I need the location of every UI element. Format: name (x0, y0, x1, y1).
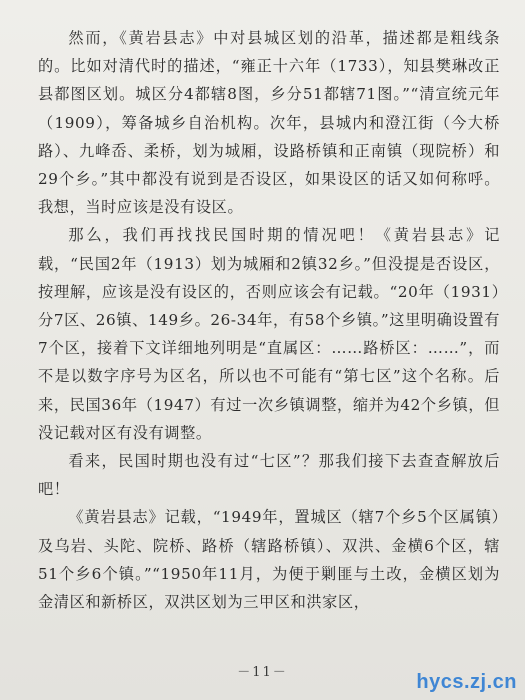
page-number: －11－ (237, 665, 288, 680)
body-text (38, 24, 500, 616)
paragraph-1: 然而，《黄岩县志》中对县城区划的沿革，描述都是粗线条的。比如对清代时的描述，“雍正十六年（1733），知县樊琳改正县都图区划。城区分4都辖8图，乡分51都辖71图。”“清宣统元年（1909），筹备城乡自治机构。次年，县城内和澄江街（今大桥路）、九峰岙、柔桥，划为城厢，设路桥镇和正南镇（现院桥）和29个乡。”其中都没有说到是否设区，如果设区的话又如何称呼。我想，当时应该是没有设区。 (38, 29, 500, 217)
paragraph-2: 那么，我们再找找民国时期的情况吧！《黄岩县志》记载，“民国2年（1913）划为城厢和2镇32乡。”但没提是否设区，按理解，应该是没有设区的，否则应该会有记载。“20年（1931）分7区、26镇、149乡。26-34年，有58个乡镇。”这里明确设置有7个区，接着下文详细地列明是“直属区：……路桥区：……”，而不是以数字序号为区名，所以也不可能有“第七区”这个名称。后来，民国36年（1947）有过一次乡镇调整，缩并为42个乡镇，但没记载对区有没有调整。 (38, 226, 500, 442)
paragraph-4: 《黄岩县志》记载，“1949年，置城区（辖7个乡5个区属镇）及乌岩、头陀、院桥、路桥（辖路桥镇）、双洪、金横6个区，辖51个乡6个镇。”“1950年11月，为便于剿匪与土改，金横区划为金清区和新桥区，双洪区划为三甲区和洪家区， (38, 508, 500, 612)
site-watermark: hycs.zj.cn (416, 671, 517, 693)
paragraph-3: 看来，民国时期也没有过“七区”？那我们接下去查查解放后吧！ (38, 452, 500, 499)
